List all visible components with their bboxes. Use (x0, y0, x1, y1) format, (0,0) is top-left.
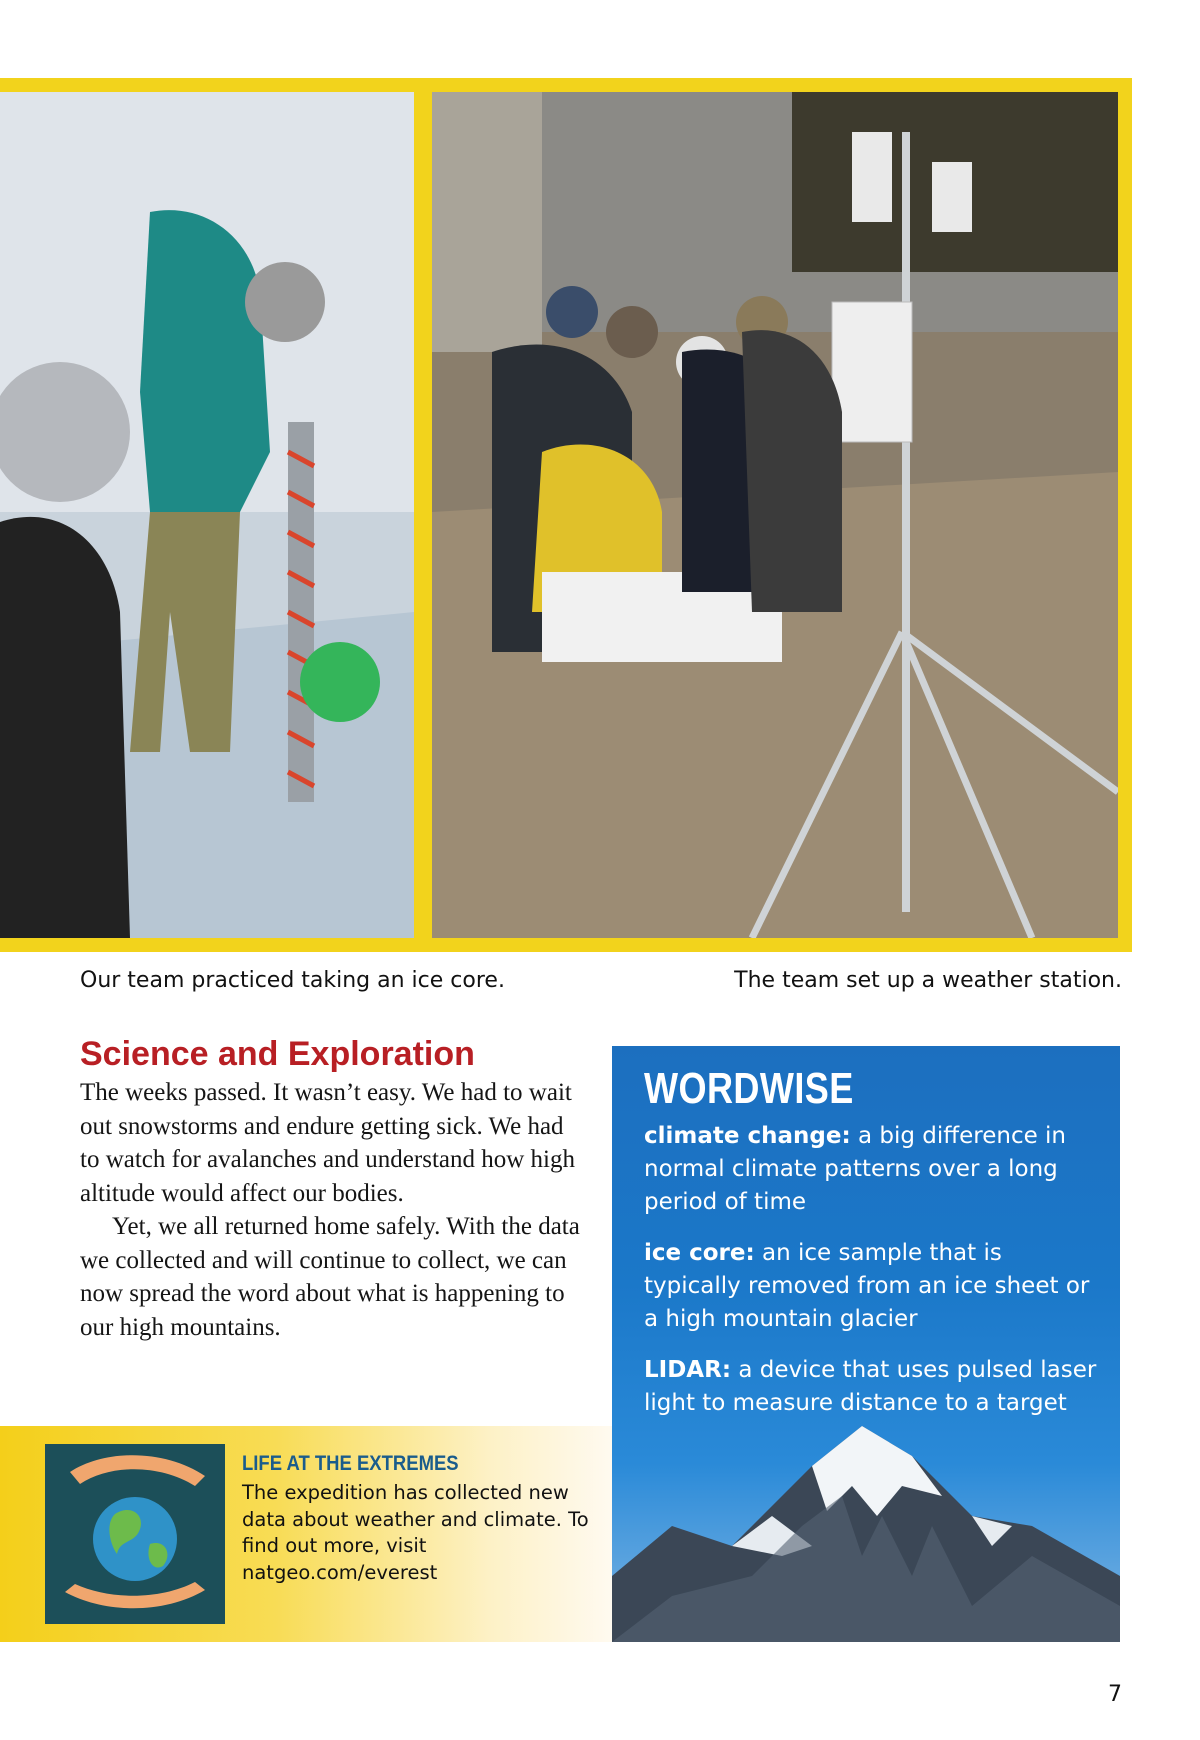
article (80, 1034, 580, 1344)
ice-core-photo (0, 92, 414, 938)
wordwise-term: ice core: (644, 1240, 755, 1266)
article-paragraph: The weeks passed. It wasn’t easy. We had to wait out snowstorms and endure getting sick. We had to watch for avalanches and understand how high altitude would affect our bodies. (80, 1079, 575, 1207)
page-number: 7 (1108, 1682, 1122, 1707)
wordwise-term: LIDAR: (644, 1357, 732, 1383)
life-at-extremes-title: LIFE AT THE EXTREMES (242, 1452, 459, 1475)
wordwise-definition: an ice sample that is typically removed from an ice sheet or a high mountain glacier (644, 1240, 1090, 1332)
photo-frame (0, 78, 1132, 952)
life-at-extremes-body: The expedition has collected new data about weather and climate. To find out more, visit natgeo.com/everest (242, 1481, 589, 1584)
weather-station-photo (432, 92, 1118, 938)
weather-station-caption: The team set up a weather station. (734, 968, 1122, 993)
wordwise-term: climate change: (644, 1123, 851, 1149)
mountain-image (612, 1406, 1120, 1642)
ice-core-caption: Our team practiced taking an ice core. (80, 968, 505, 993)
article-heading: Science and Exploration (80, 1035, 475, 1073)
article-paragraph: Yet, we all returned home safely. With the data we collected and will continue to collect, we can now spread the word about what is happening to our high mountains. (80, 1213, 580, 1341)
life-at-extremes-box (0, 1426, 612, 1642)
globe-in-hands-icon (45, 1444, 225, 1624)
wordwise-entries (644, 1120, 1104, 1438)
life-at-extremes-text (242, 1452, 602, 1586)
photo-divider (414, 92, 432, 938)
wordwise-definition: a device that uses pulsed laser light to measure distance to a target (644, 1357, 1097, 1416)
wordwise-definition: a big difference in normal climate patterns over a long period of time (644, 1123, 1067, 1215)
wordwise-title: WORDWISE (644, 1064, 854, 1113)
wordwise-entry (644, 1120, 1104, 1219)
wordwise-entry (644, 1237, 1104, 1336)
wordwise-panel (612, 1046, 1120, 1642)
